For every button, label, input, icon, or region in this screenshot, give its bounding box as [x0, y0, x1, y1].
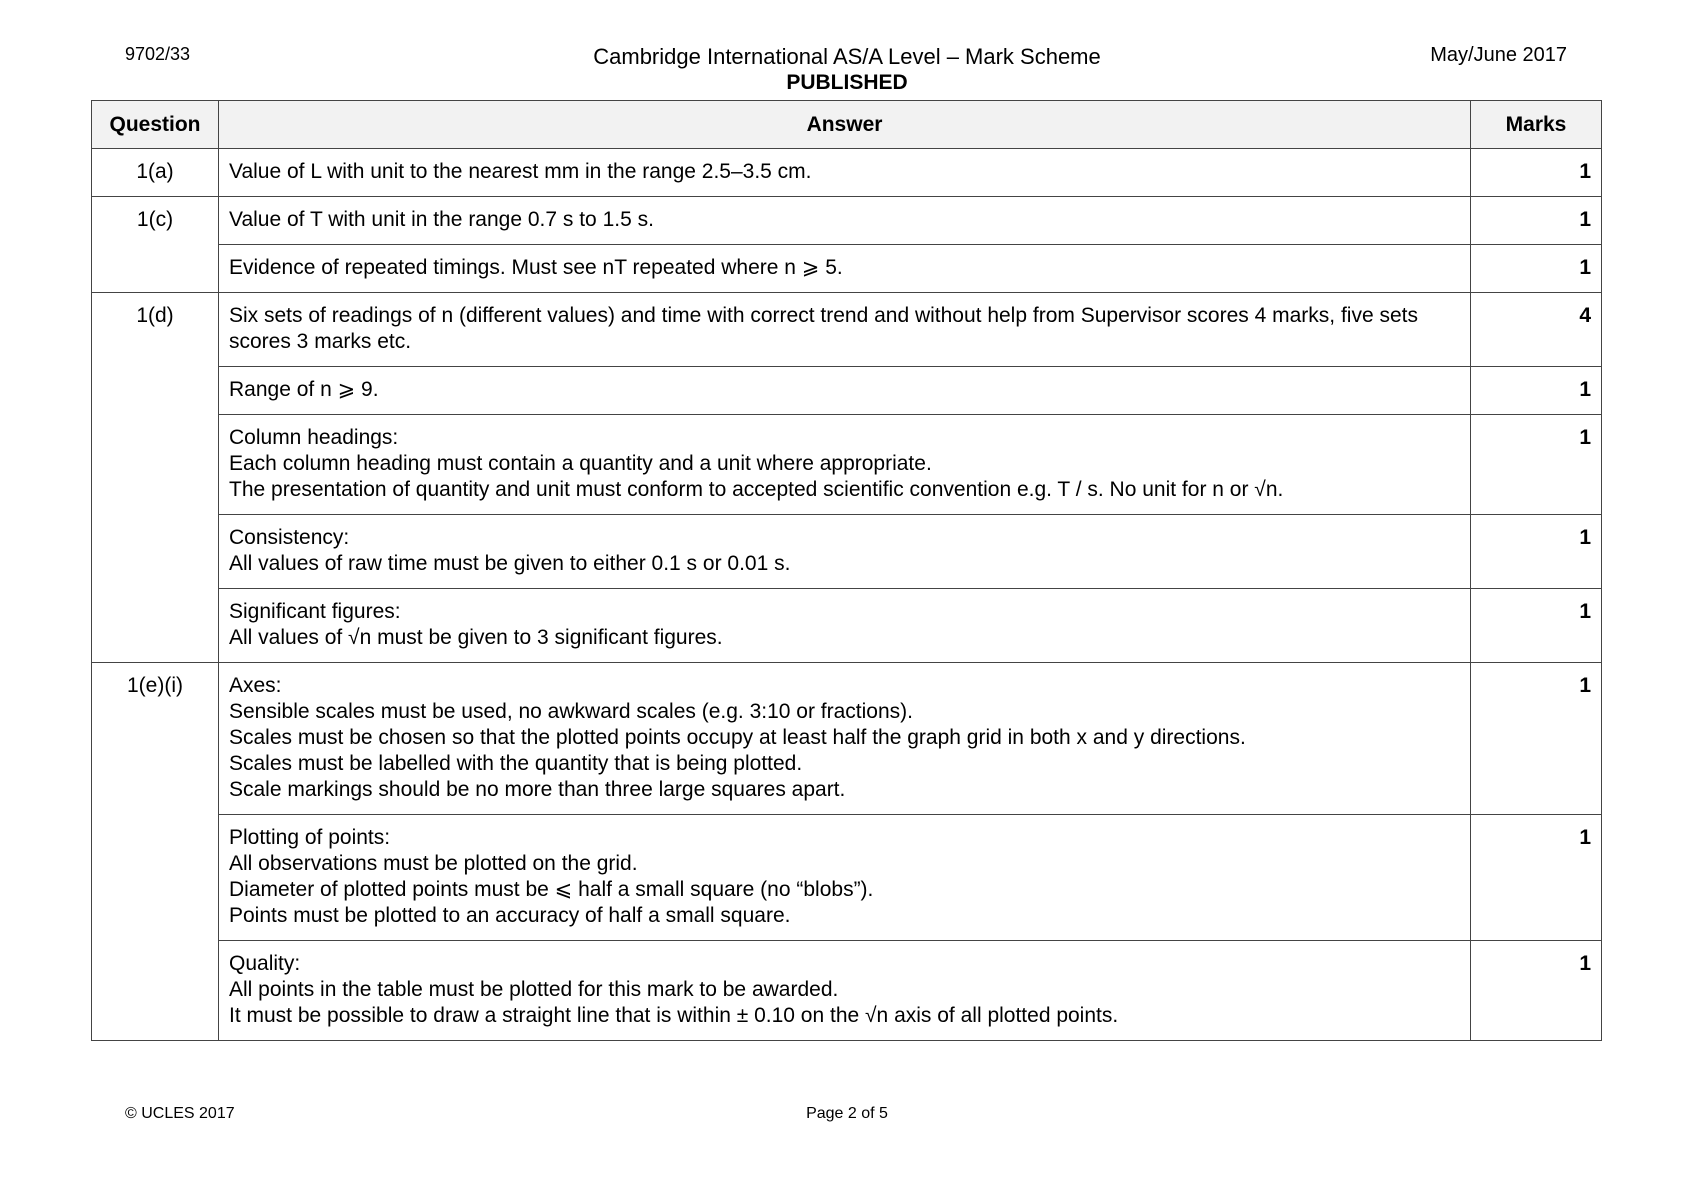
- marks-cell: 1: [1471, 663, 1602, 815]
- question-number: 1(e)(i): [92, 663, 219, 1041]
- marks-cell: 1: [1471, 149, 1602, 197]
- marks-cell: 1: [1471, 815, 1602, 941]
- table-row: [92, 815, 1602, 941]
- answer-line: All points in the table must be plotted for this mark to be awarded.: [229, 978, 839, 1001]
- marks-cell: 4: [1471, 293, 1602, 367]
- marks-cell: 1: [1471, 367, 1602, 415]
- answer-line: It must be possible to draw a straight line that is within ± 0.10 on the √n axis of all plotted points.: [229, 1004, 1119, 1027]
- table-row: [92, 515, 1602, 589]
- answer-line: All observations must be plotted on the grid.: [229, 852, 638, 875]
- answer-line: Quality:: [229, 952, 301, 975]
- marks-cell: 1: [1471, 515, 1602, 589]
- answer-line: Plotting of points:: [229, 826, 391, 849]
- answer-line: Value of T with unit in the range 0.7 s to 1.5 s.: [229, 208, 654, 231]
- answer-cell: [219, 815, 1471, 941]
- table-row: [92, 197, 1602, 245]
- table-row: [92, 367, 1602, 415]
- table-header-row: [92, 101, 1602, 149]
- answer-line: Diameter of plotted points must be ⩽ half a small square (no “blobs”).: [229, 878, 874, 901]
- mark-scheme-table: [91, 100, 1602, 1041]
- answer-line: All values of √n must be given to 3 significant figures.: [229, 626, 723, 649]
- marks-cell: 1: [1471, 415, 1602, 515]
- table-row: [92, 245, 1602, 293]
- exam-session: May/June 2017: [1430, 44, 1567, 66]
- answer-cell: [219, 245, 1471, 293]
- answer-line: Range of n ⩾ 9.: [229, 378, 379, 401]
- answer-line: Significant figures:: [229, 600, 401, 623]
- answer-line: Evidence of repeated timings. Must see nT repeated where n ⩾ 5.: [229, 256, 843, 279]
- marks-cell: 1: [1471, 941, 1602, 1041]
- table-row: [92, 415, 1602, 515]
- answer-cell: [219, 149, 1471, 197]
- marks-cell: 1: [1471, 197, 1602, 245]
- answer-cell: [219, 367, 1471, 415]
- marks-cell: 1: [1471, 589, 1602, 663]
- marks-cell: 1: [1471, 245, 1602, 293]
- answer-line: Points must be plotted to an accuracy of half a small square.: [229, 904, 791, 927]
- document-status: PUBLISHED: [786, 71, 908, 94]
- table-row: [92, 589, 1602, 663]
- question-number: 1(d): [92, 293, 219, 663]
- answer-cell: [219, 197, 1471, 245]
- copyright-notice: © UCLES 2017: [125, 1105, 235, 1122]
- answer-line: Column headings:: [229, 426, 399, 449]
- answer-line: Each column heading must contain a quantity and a unit where appropriate.: [229, 452, 932, 475]
- answer-line: Axes:: [229, 674, 282, 697]
- answer-line: Sensible scales must be used, no awkward scales (e.g. 3:10 or fractions).: [229, 700, 913, 723]
- answer-line: All values of raw time must be given to either 0.1 s or 0.01 s.: [229, 552, 791, 575]
- question-number: 1(a): [92, 149, 219, 197]
- table-row: [92, 293, 1602, 367]
- column-header-answer: Answer: [219, 101, 1471, 149]
- answer-cell: [219, 663, 1471, 815]
- answer-cell: [219, 941, 1471, 1041]
- document-title: Cambridge International AS/A Level – Mark Scheme: [593, 44, 1101, 69]
- answer-line: Scales must be labelled with the quantity that is being plotted.: [229, 752, 803, 775]
- answer-cell: [219, 415, 1471, 515]
- answer-cell: [219, 293, 1471, 367]
- answer-cell: [219, 589, 1471, 663]
- table-row: [92, 941, 1602, 1041]
- answer-line: Scales must be chosen so that the plotted points occupy at least half the graph grid in both x and y directions.: [229, 726, 1246, 749]
- column-header-question: Question: [92, 101, 219, 149]
- answer-line: The presentation of quantity and unit must conform to accepted scientific convention e.g. T / s. No unit for n or √n.: [229, 478, 1284, 501]
- table-row: [92, 663, 1602, 815]
- answer-cell: [219, 515, 1471, 589]
- question-number: 1(c): [92, 197, 219, 293]
- answer-line: Value of L with unit to the nearest mm in the range 2.5–3.5 cm.: [229, 160, 812, 183]
- table-row: [92, 149, 1602, 197]
- answer-line: Consistency:: [229, 526, 350, 549]
- table-body: [92, 149, 1602, 1041]
- paper-code: 9702/33: [125, 44, 191, 64]
- answer-line: Scale markings should be no more than three large squares apart.: [229, 778, 846, 801]
- column-header-marks: Marks: [1471, 101, 1602, 149]
- answer-line: Six sets of readings of n (different values) and time with correct trend and without help from Supervisor scores 4 marks, five sets scores 3 marks etc.: [229, 304, 1418, 353]
- page-number: Page 2 of 5: [806, 1105, 888, 1122]
